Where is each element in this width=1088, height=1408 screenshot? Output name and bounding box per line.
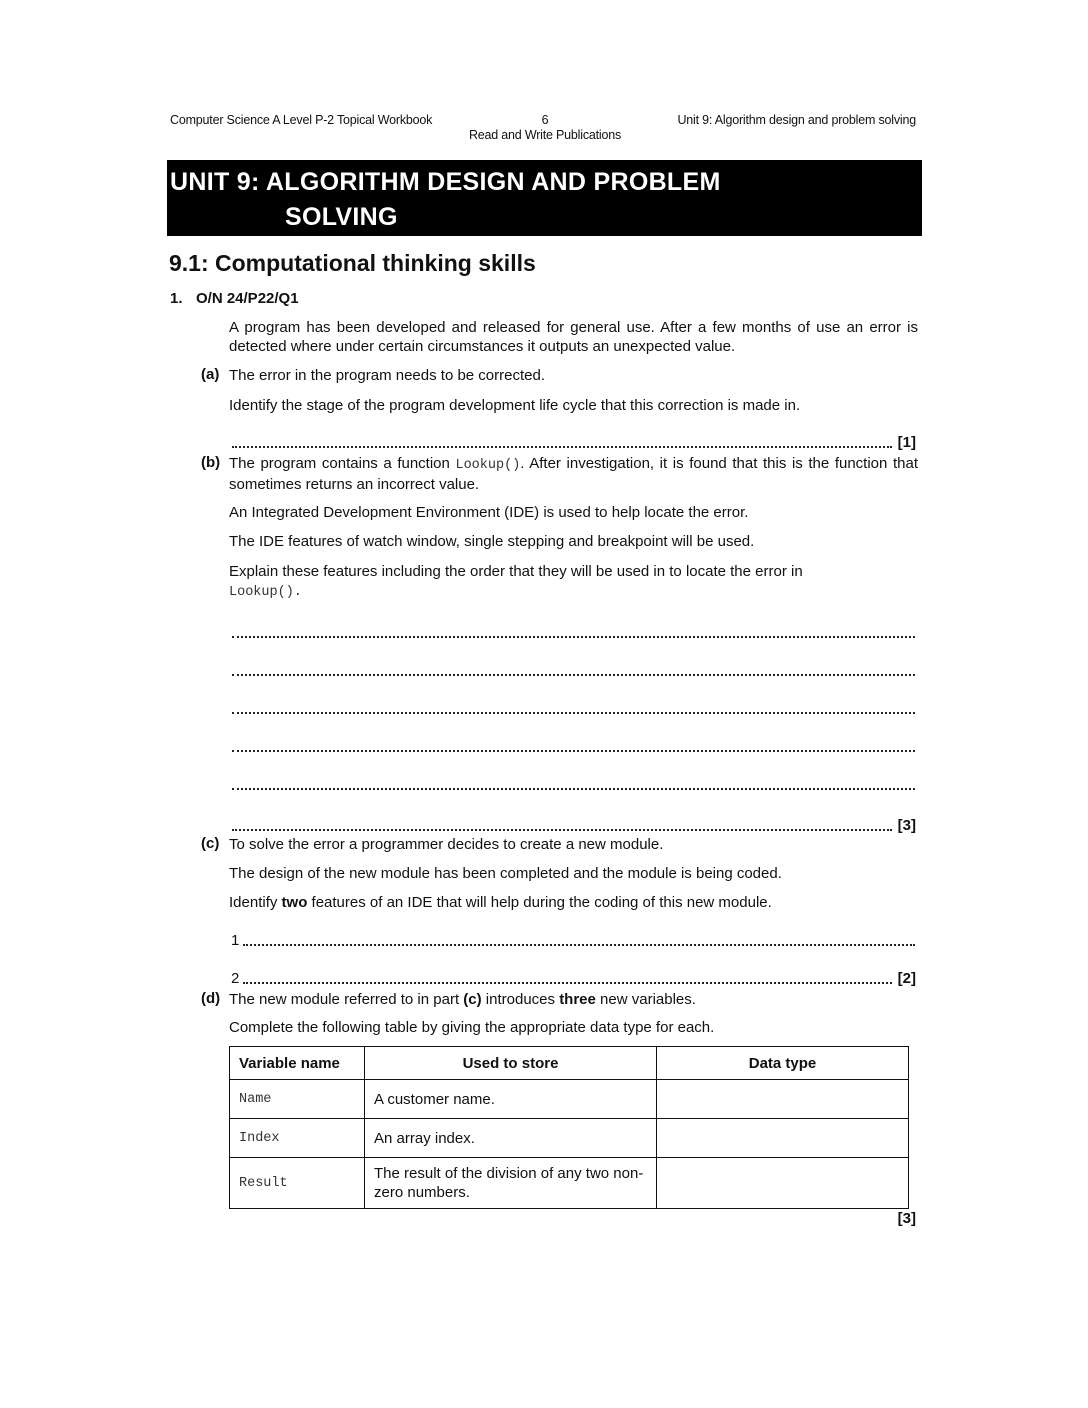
part-a-text-2: Identify the stage of the program development life cycle that this correction is made in. (229, 397, 801, 414)
part-c-text-1: To solve the error a programmer decides to create a new module. (229, 836, 664, 853)
part-b-text-1 (229, 454, 918, 494)
part-b-text-3: The IDE features of watch window, single stepping and breakpoint will be used. (229, 533, 755, 550)
section-title: 9.1: Computational thinking skills (169, 250, 536, 276)
part-d-text-1-ref: (c) (463, 991, 482, 1008)
data-type-answer-cell[interactable] (657, 1080, 909, 1119)
variable-name-cell: Result (230, 1158, 365, 1209)
part-d-text-1 (229, 990, 918, 1009)
table-row (230, 1158, 909, 1209)
part-d-text-1-pre: The new module referred to in part (229, 991, 464, 1008)
used-to-store-cell: An array index. (365, 1119, 657, 1158)
part-b-label: (b) (201, 454, 221, 471)
table-header-used-to-store: Used to store (365, 1047, 657, 1080)
part-c-label: (c) (201, 835, 220, 852)
part-d-text-1-post: new variables. (595, 991, 696, 1008)
part-b-text-1-post: . After investigation, it is found that this is the function that sometimes returns an incorrect value. (229, 455, 918, 493)
part-b-text-1-pre: The program contains a function (229, 455, 456, 472)
part-b-answer-line[interactable] (232, 624, 915, 638)
header-book-title: Computer Science A Level P-2 Topical Workbook (170, 113, 433, 127)
table-header-variable-name: Variable name (230, 1047, 365, 1080)
part-b-answer-line[interactable] (232, 817, 892, 831)
table-row (230, 1080, 909, 1119)
function-name-code: Lookup(). (229, 585, 302, 600)
part-c-answer-line-2[interactable] (243, 970, 892, 984)
part-d-text-2: Complete the following table by giving the appropriate data type for each. (229, 1019, 715, 1036)
variable-name-cell: Name (230, 1080, 365, 1119)
used-to-store-cell: A customer name. (365, 1080, 657, 1119)
part-a-text-1: The error in the program needs to be corrected. (229, 367, 545, 384)
table-header-data-type: Data type (657, 1047, 909, 1080)
part-b-text-2: An Integrated Development Environment (IDE) is used to help locate the error. (229, 504, 749, 521)
unit-banner (167, 160, 922, 236)
part-d-label: (d) (201, 990, 221, 1007)
header-unit-title: Unit 9: Algorithm design and problem solving (677, 113, 916, 127)
used-to-store-cell: The result of the division of any two non-zero numbers. (365, 1158, 657, 1209)
data-type-answer-cell[interactable] (657, 1119, 909, 1158)
part-c-answer-number-1: 1 (231, 932, 240, 949)
variables-table (229, 1046, 909, 1209)
table-row (230, 1119, 909, 1158)
part-c-text-2: The design of the new module has been completed and the module is being coded. (229, 865, 782, 882)
part-c-marks: [2] (897, 970, 916, 987)
function-name-code: Lookup() (455, 458, 521, 473)
publisher: Read and Write Publications (468, 128, 622, 142)
question-number: 1. (170, 290, 183, 307)
unit-banner-line-2: SOLVING (285, 203, 398, 231)
part-a-answer-line[interactable] (232, 434, 892, 448)
question-intro: A program has been developed and released for general use. After a few months of use an error is detected where under certain circumstances it outputs an unexpected value. (229, 319, 918, 355)
header-center (430, 113, 660, 143)
part-c-text-3-bold: two (281, 894, 308, 911)
part-c-text-3 (229, 893, 918, 912)
part-b-answer-line[interactable] (232, 738, 915, 752)
part-b-text-4 (229, 562, 918, 602)
part-d-text-1-mid: introduces (481, 991, 560, 1008)
variable-name-cell: Index (230, 1119, 365, 1158)
part-c-text-3-post: features of an IDE that will help during the coding of this new module. (307, 894, 772, 911)
part-c-text-3-pre: Identify (229, 894, 282, 911)
part-c-answer-line-1[interactable] (243, 932, 915, 946)
part-c-answer-number-2: 2 (231, 970, 240, 987)
part-b-text-4-main: Explain these features including the order that they will be used in to locate the error in (229, 563, 803, 580)
part-b-answer-line[interactable] (232, 776, 915, 790)
question-reference: O/N 24/P22/Q1 (196, 290, 299, 307)
part-a-label: (a) (201, 366, 220, 383)
part-d-marks: [3] (897, 1210, 916, 1227)
page-number: 6 (541, 113, 549, 127)
data-type-answer-cell[interactable] (657, 1158, 909, 1209)
part-b-marks: [3] (897, 817, 916, 834)
part-d-text-1-bold: three (559, 991, 596, 1008)
part-b-answer-line[interactable] (232, 700, 915, 714)
part-b-answer-line[interactable] (232, 662, 915, 676)
part-a-marks: [1] (897, 434, 916, 451)
unit-banner-line-1: UNIT 9: ALGORITHM DESIGN AND PROBLEM (170, 168, 721, 196)
table-header-row (230, 1047, 909, 1080)
